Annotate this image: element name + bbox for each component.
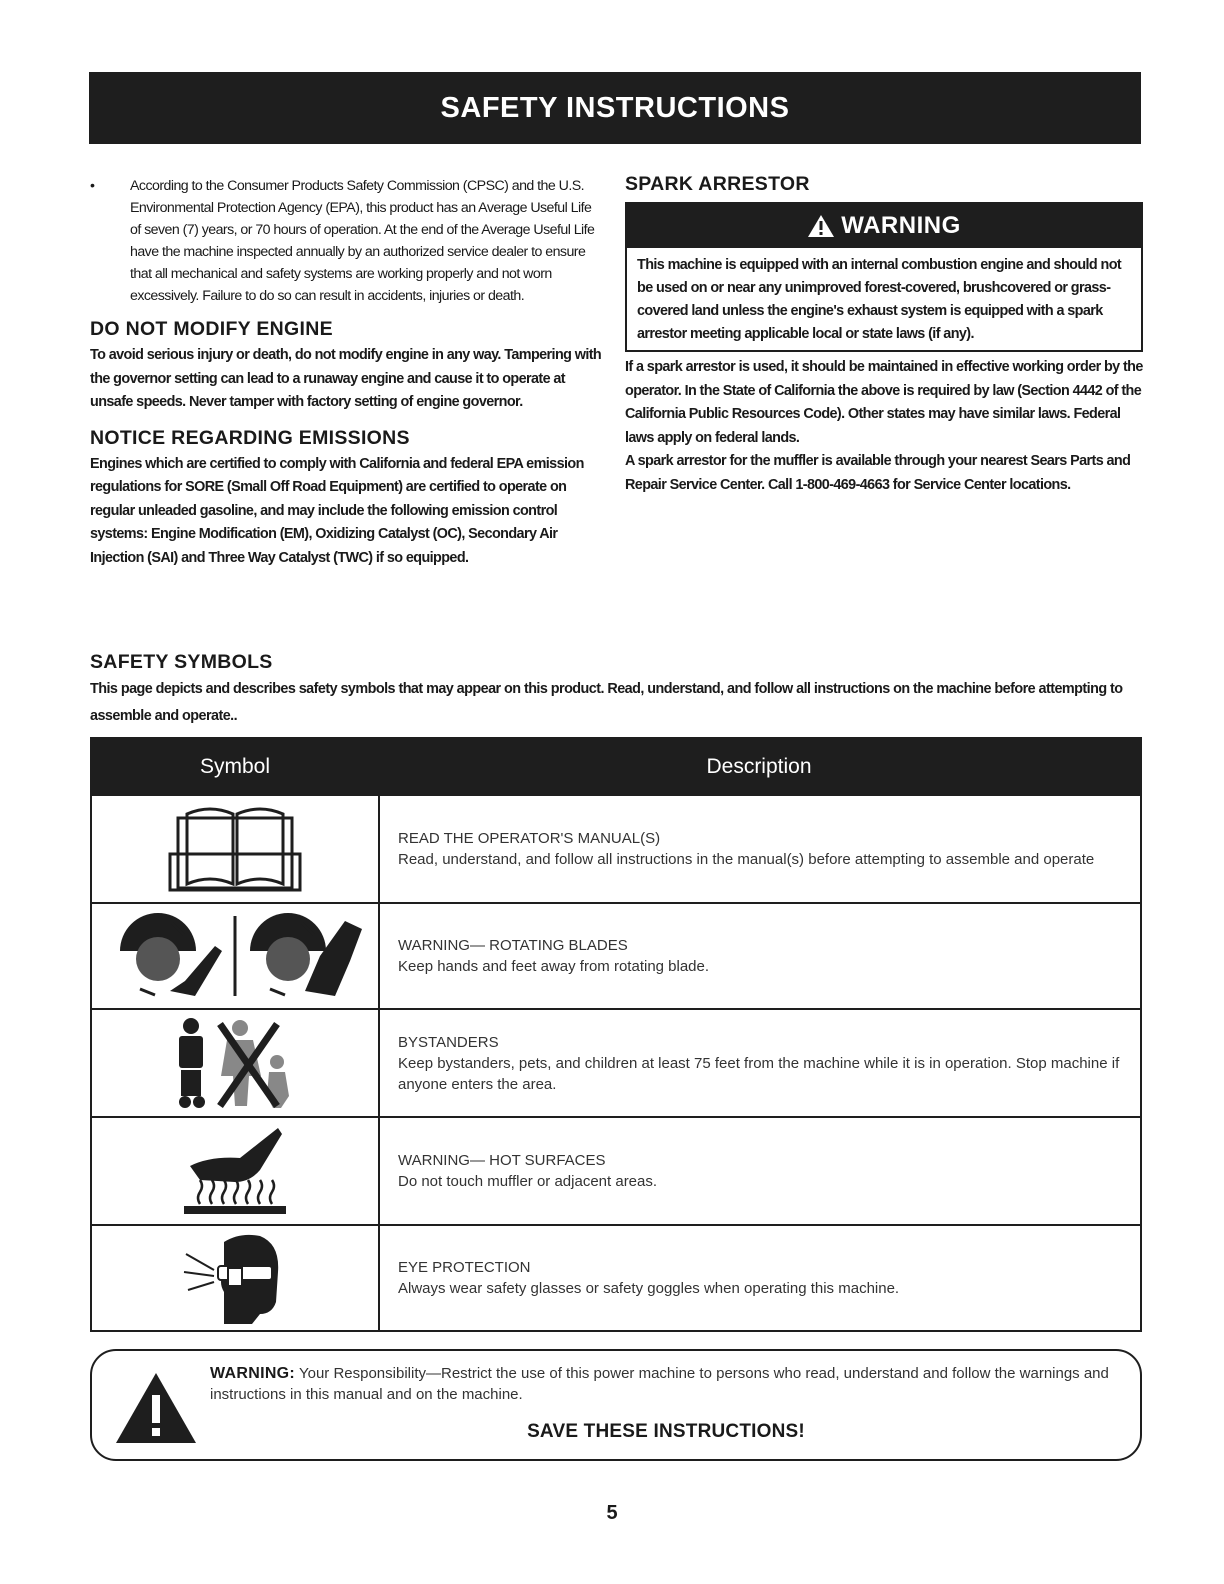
responsibility-warning-box: [90, 1349, 1142, 1461]
symbol-description: Keep bystanders, pets, and children at least 75 feet from the machine while it is in operation. Stop machine if anyone enters the area.: [398, 1054, 1120, 1093]
description-column-header: Description: [706, 754, 812, 778]
spark-arrestor-text-2: A spark arrestor for the muffler is available through your nearest Sears Parts and Repair Service Center. Call 1-800-469-4663 for Service Center locations.: [625, 453, 1131, 493]
table-row: [92, 1008, 1140, 1116]
warning-triangle-icon: [807, 214, 835, 238]
table-row: [92, 1116, 1140, 1224]
spark-warning-box: [625, 202, 1143, 352]
useful-life-text: According to the Consumer Products Safety Commission (CPSC) and the U.S. Environmental Protection Agency (EPA), this product has an Average Useful Life of seven (7) years, or 70 hours of operation. At the end of the Average Useful Life have the machine inspected annually by an authorized service dealer to ensure that all mechanical and safety systems are working properly and not worn excessively. Failure to do so can result in accidents, injuries or death.: [130, 178, 595, 304]
useful-life-bullet: [90, 175, 602, 307]
symbol-description: Always wear safety glasses or safety goggles when operating this machine.: [398, 1280, 900, 1297]
manual-book-icon: [165, 804, 305, 894]
safety-symbols-heading: SAFETY SYMBOLS: [90, 651, 273, 673]
eye-protection-icon: [180, 1232, 290, 1324]
spark-warning-header: [627, 204, 1141, 248]
symbol-title: WARNING— HOT SURFACES: [398, 1152, 606, 1169]
symbol-title: EYE PROTECTION: [398, 1259, 531, 1276]
symbol-description: Keep hands and feet away from rotating blade.: [398, 958, 710, 975]
save-instructions: SAVE THESE INSTRUCTIONS!: [527, 1421, 805, 1442]
symbol-description: Do not touch muffler or adjacent areas.: [398, 1173, 658, 1190]
emissions-text: Engines which are certified to comply with California and federal EPA emission regulations for SORE (Small Off Road Equipment) are certified to operate on regular unleaded gasoline, and may include the following emission control systems: Engine Modification (EM), Oxidizing Catalyst (OC), Secondary Air Injection (SAI) and Three Way Catalyst (TWC) if so equipped.: [90, 455, 584, 566]
page-banner: [89, 72, 1141, 144]
safety-symbols-section: [90, 651, 1142, 730]
right-column: [625, 175, 1143, 497]
spark-arrestor-heading: SPARK ARRESTOR: [625, 173, 810, 195]
bullet-dot: •: [90, 178, 95, 194]
emissions-heading: NOTICE REGARDING EMISSIONS: [90, 426, 410, 449]
symbol-title: WARNING— ROTATING BLADES: [398, 937, 628, 954]
modify-engine-text: To avoid serious injury or death, do not modify engine in any way. Tampering with the governor setting can lead to a runaway engine and cause it to operate at unsafe speeds. Never tamper with factory setting of engine governor.: [90, 347, 602, 410]
table-row: [92, 902, 1140, 1008]
spark-arrestor-text-1: If a spark arrestor is used, it should be maintained in effective working order by the operator. In the State of California the above is required by law (Section 4442 of the California Public Resources Code). Other states may have similar laws. Federal laws apply on federal lands.: [625, 359, 1143, 446]
page-number: 5: [606, 1502, 618, 1524]
modify-engine-heading: DO NOT MODIFY ENGINE: [90, 318, 333, 340]
banner-title: SAFETY INSTRUCTIONS: [440, 91, 790, 124]
rotating-blades-icon: [100, 911, 370, 1001]
spark-warning-text: This machine is equipped with an internal combustion engine and should not be used on or near any unimproved forest-covered, brushcovered or grass-covered land unless the engine's exhaust system is equipped with a spark arrestor meeting applicable local or state laws (if any).: [637, 257, 1122, 342]
responsibility-warning-text: Your Responsibility—Restrict the use of this power machine to persons who read, understand and follow the warnings and instructions in this manual and on the machine.: [210, 1365, 1109, 1403]
hot-surface-icon: [180, 1126, 290, 1216]
safety-symbols-intro: This page depicts and describes safety symbols that may appear on this product. Read, understand, and follow all instructions on the machine before attempting to assemble and operate..: [90, 681, 1123, 724]
symbol-description: Read, understand, and follow all instructions in the manual(s) before attempting to assemble and operate: [398, 851, 1095, 868]
table-header: [92, 739, 1140, 794]
safety-symbols-table: [90, 737, 1142, 1332]
table-row: [92, 794, 1140, 902]
spark-warning-label: WARNING: [841, 212, 961, 239]
responsibility-warning-label: WARNING:: [210, 1365, 296, 1382]
symbol-column-header: Symbol: [199, 754, 271, 778]
symbol-title: READ THE OPERATOR'S MANUAL(S): [398, 830, 661, 847]
table-row: [92, 1224, 1140, 1330]
left-column: [90, 175, 602, 570]
bystanders-icon: [165, 1016, 305, 1110]
symbol-title: BYSTANDERS: [398, 1033, 499, 1051]
